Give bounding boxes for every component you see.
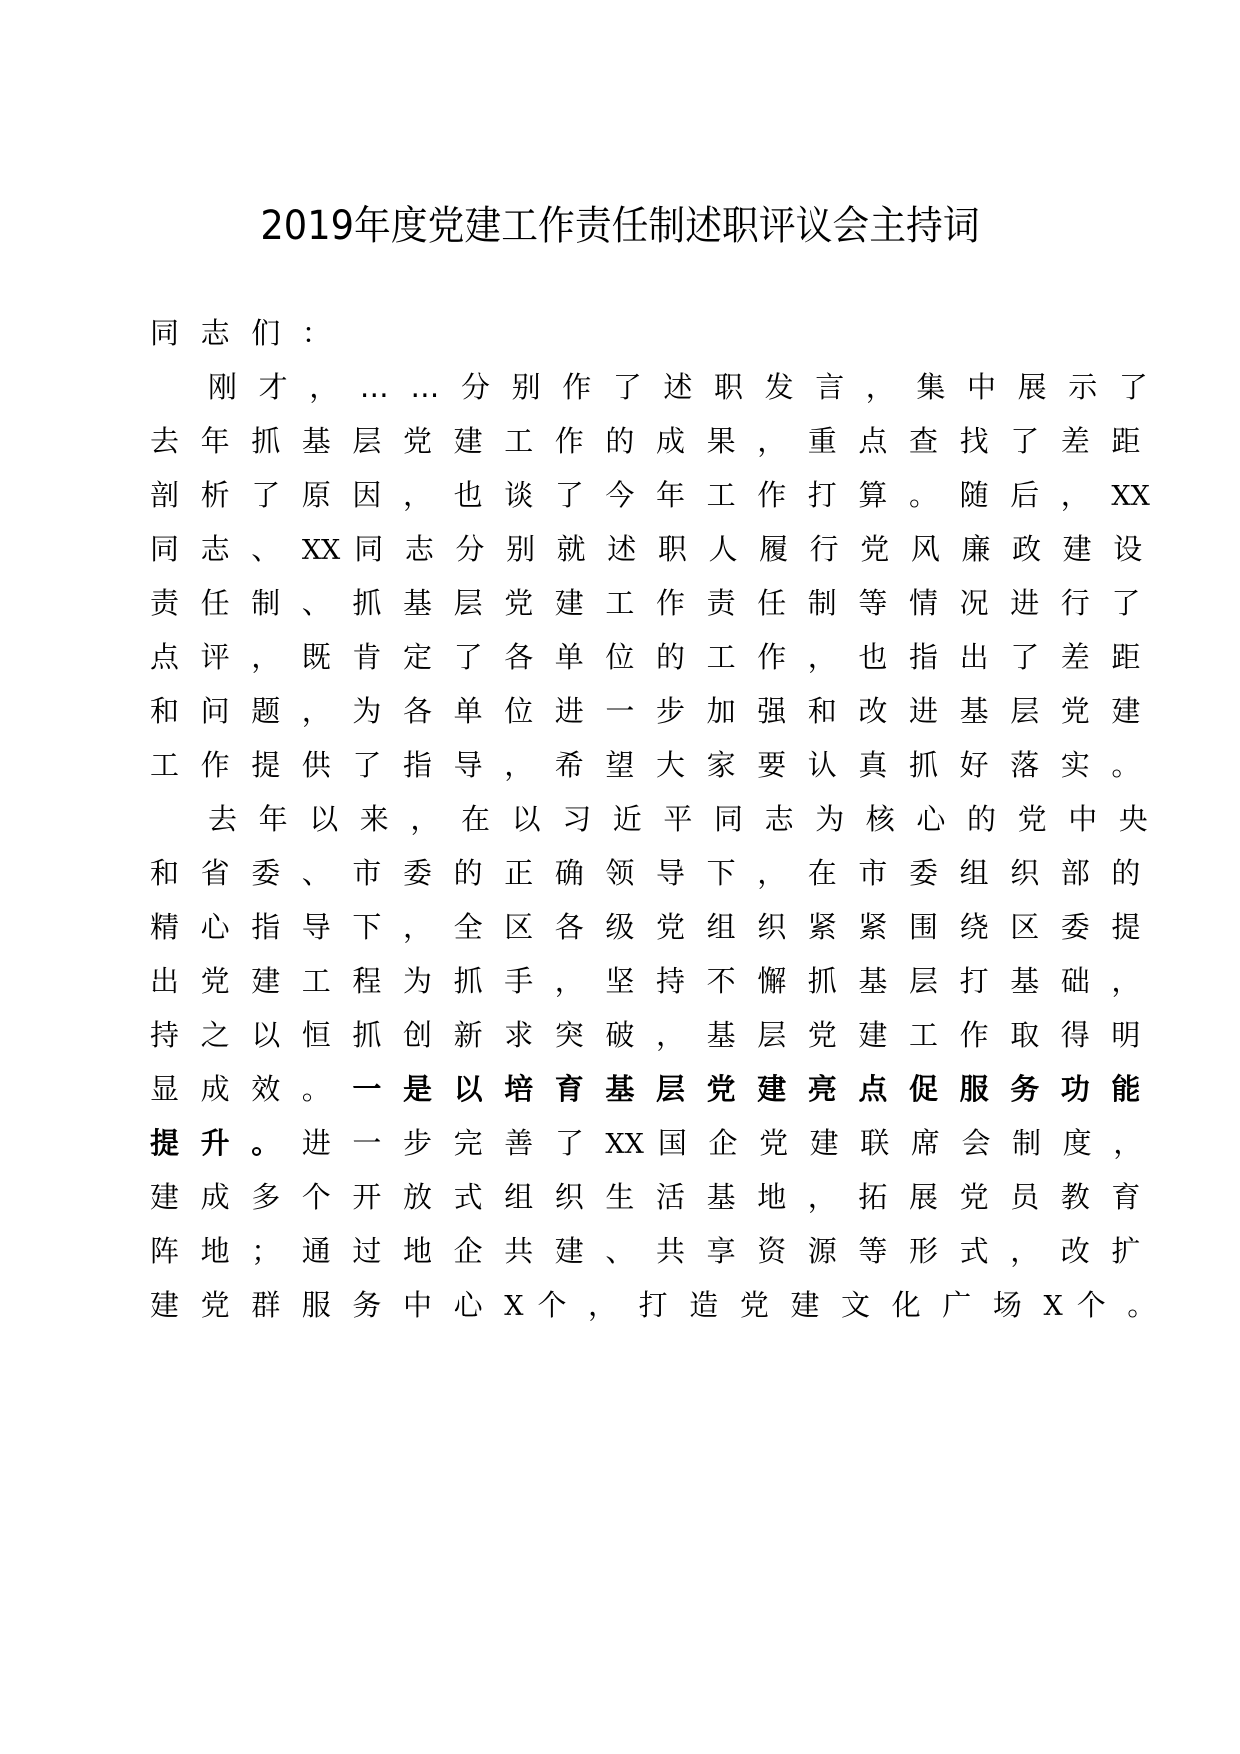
placeholder-text: XX (1111, 481, 1150, 512)
text-segment: 个，打造党建文化广场 (537, 1288, 1044, 1322)
text-segment: 点评，既肯定了各单位的工作，也指出了差距 (150, 640, 1163, 674)
text-segment: 和省委、市委的正确领导下，在市委组织部的 (150, 856, 1163, 890)
paragraph-line (150, 1278, 1178, 1332)
text-segment: 工作提供了指导，希望大家要认真抓好落实。 (150, 748, 1163, 782)
text-segment: 和问题，为各单位进一步加强和改进基层党建 (150, 694, 1163, 728)
paragraph-line (150, 1224, 1163, 1278)
text-segment: 去年以来，在以习近平同志为核心的党中央 (208, 802, 1170, 836)
paragraph-line (150, 522, 1164, 576)
text-segment: 国企党建联席会制度， (657, 1126, 1164, 1160)
text-segment: 刚才，……分别作了述职发言，集中展示了 (208, 370, 1170, 404)
placeholder-text: X (504, 1291, 524, 1322)
paragraph-line (150, 684, 1163, 738)
text-segment: 显成效。 (150, 1072, 353, 1106)
paragraph-line (150, 738, 1163, 792)
document-title: 2019年度党建工作责任制述职评议会主持词 (260, 203, 980, 249)
text-segment: 同志们： (150, 316, 353, 350)
placeholder-text: XX (301, 535, 341, 566)
text-segment: 同志分别就述职人履行党风廉政建设 (354, 532, 1164, 566)
paragraph-line (150, 360, 1170, 414)
text-segment: 进一步完善了 (301, 1126, 606, 1160)
text-segment: 出党建工程为抓手，坚持不懈抓基层打基础， (150, 964, 1163, 998)
paragraph-line (150, 1170, 1163, 1224)
text-segment: 建成多个开放式组织生活基地，拓展党员教育 (150, 1180, 1163, 1214)
document-body (150, 306, 1178, 1332)
placeholder-text: X (1043, 1291, 1063, 1322)
text-segment: 剖析了原因，也谈了今年工作打算。随后， (150, 478, 1112, 512)
text-segment: 同志、 (150, 532, 302, 566)
text-segment: 精心指导下，全区各级党组织紧紧围绕区委提 (150, 910, 1163, 944)
paragraph-line (150, 900, 1163, 954)
bold-text-segment: 提升。 (150, 1126, 302, 1160)
paragraph-line (150, 576, 1163, 630)
paragraph-line (150, 846, 1163, 900)
text-segment: 个。 (1076, 1288, 1178, 1322)
text-segment: 阵地；通过地企共建、共享资源等形式，改扩 (150, 1234, 1163, 1268)
paragraph-line (150, 630, 1163, 684)
text-segment: 持之以恒抓创新求突破，基层党建工作取得明 (150, 1018, 1163, 1052)
text-segment: 建党群服务中心 (150, 1288, 505, 1322)
text-segment: 责任制、抓基层党建工作责任制等情况进行了 (150, 586, 1163, 620)
placeholder-text: XX (605, 1129, 644, 1160)
paragraph-line (150, 414, 1163, 468)
paragraph-line (150, 468, 1150, 522)
paragraph-line (150, 1008, 1163, 1062)
text-segment: 去年抓基层党建工作的成果，重点查找了差距 (150, 424, 1163, 458)
salutation-line (150, 306, 1050, 360)
paragraph-line (150, 1116, 1164, 1170)
bold-text-segment: 一是以培育基层党建亮点促服务功能 (352, 1072, 1163, 1106)
paragraph-line (150, 954, 1163, 1008)
paragraph-line (150, 1062, 1163, 1116)
paragraph-line (150, 792, 1170, 846)
